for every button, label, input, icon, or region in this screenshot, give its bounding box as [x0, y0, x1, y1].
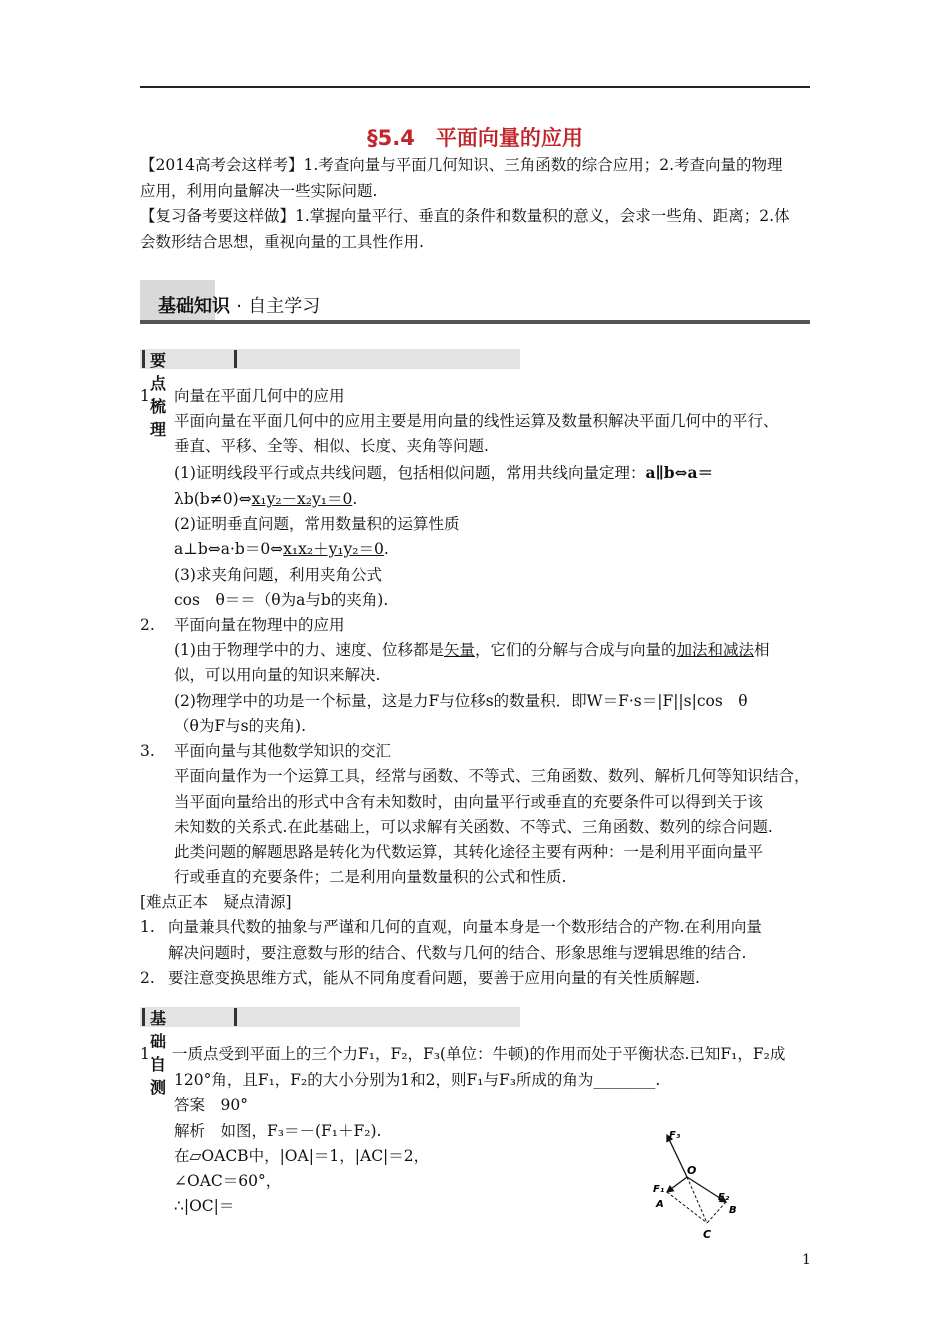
paragraph: 平面向量在平面几何中的应用主要是用向量的线性运算及数量积解决平面几何中的平行、: [174, 412, 779, 430]
exam-line-2: 应用，利用向量解决一些实际问题.: [140, 182, 378, 200]
paragraph: cos θ＝＝（θ为a与b的夹角).: [174, 591, 389, 609]
difficulty-item-1: 1. 向量兼具代数的抽象与严谨和几何的直观，向量本身是一个数形结合的产物.在利用向量: [140, 918, 762, 936]
item-2-title: 2. 平面向量在物理中的应用: [140, 616, 345, 634]
difficulty-header: [难点正本 疑点清源]: [140, 893, 292, 911]
review-line-1: 【复习备考要这样做】1.掌握向量平行、垂直的条件和数量积的意义，会求一些角、距离；2.体: [140, 207, 790, 225]
paragraph: 垂直、平移、全等、相似、长度、夹角等问题.: [174, 437, 489, 455]
paragraph: 解决问题时，要注意数与形的结合、代数与几何的结合、形象思维与逻辑思维的结合.: [168, 944, 747, 962]
paragraph: 似，可以用向量的知识来解决.: [174, 666, 381, 684]
vector-f3: [667, 1135, 687, 1177]
paragraph: 平面向量作为一个运算工具，经常与函数、不等式、三角函数、数列、解析几何等知识结合，: [174, 767, 810, 785]
label-f2: F₂: [718, 1192, 730, 1203]
item-1-title: 1. 向量在平面几何中的应用: [140, 387, 345, 405]
top-rule: [140, 86, 810, 88]
side-bc: [707, 1202, 726, 1223]
item-3-title: 3. 平面向量与其他数学知识的交汇: [140, 742, 392, 760]
vector-f1: [667, 1177, 687, 1192]
label-b: B: [729, 1205, 737, 1216]
section-rule: [140, 320, 810, 324]
paragraph: 在▱OACB中，|OA|＝1，|AC|＝2，: [174, 1147, 430, 1165]
paragraph: （θ为F与s的夹角).: [174, 717, 307, 735]
page-title: §5.4 平面向量的应用: [367, 126, 583, 150]
paragraph: a⊥b⇔a·b＝0⇔x₁x₂＋y₁y₂＝0.: [174, 540, 389, 558]
paragraph: λb(b≠0)⇔x₁y₂－x₂y₁＝0.: [174, 490, 358, 508]
label-f1: F₁: [653, 1184, 665, 1195]
question-1: 1. 一质点受到平面上的三个力F₁，F₂，F₃(单位：牛顿)的作用而处于平衡状态.已知F₁，F₂成: [140, 1045, 786, 1063]
difficulty-item-2: 2. 要注意变换思维方式，能从不同角度看问题，要善于应用向量的有关性质解题.: [140, 969, 700, 987]
exam-tag: 【2014高考会这样考】: [140, 156, 304, 174]
paragraph: (3)求夹角问题，利用夹角公式: [174, 566, 382, 584]
label-a: A: [656, 1199, 664, 1210]
paragraph: 行或垂直的充要条件；二是利用向量数量积的公式和性质.: [174, 868, 567, 886]
force-diagram: [640, 1122, 760, 1247]
paragraph: (2)物理学中的功是一个标量，这是力F与位移s的数量积．即W＝F·s＝|F||s|cos θ: [174, 692, 748, 710]
answer: 答案 90°: [174, 1096, 248, 1114]
paragraph: 当平面向量给出的形式中含有未知数时，由向量平行或垂直的充要条件可以得到关于该: [174, 793, 764, 811]
review-line-2: 会数形结合思想，重视向量的工具性作用.: [140, 233, 424, 251]
label-c: C: [703, 1228, 712, 1241]
analysis: 解析 如图，F₃＝－(F₁＋F₂).: [174, 1122, 382, 1140]
label-o: O: [687, 1164, 697, 1177]
paragraph: (2)证明垂直问题，常用数量积的运算性质: [174, 515, 460, 533]
paragraph: ∴|OC|＝: [174, 1197, 235, 1215]
page-number: 1: [802, 1252, 811, 1268]
review-tag: 【复习备考要这样做】: [140, 207, 296, 225]
label-f3: F₃: [669, 1130, 681, 1141]
paragraph: (1)证明线段平行或点共线问题，包括相似问题，常用共线向量定理：a∥b⇔a＝: [174, 463, 714, 482]
side-ac: [667, 1192, 707, 1223]
paragraph: (1)由于物理学中的力、速度、位移都是矢量，它们的分解与合成与向量的加法和减法相: [174, 641, 770, 659]
subsection-points-label: 要点梳理: [150, 351, 167, 439]
subsection-selftest-label: 基础自测: [150, 1009, 167, 1097]
paragraph: 未知数的关系式.在此基础上，可以求解有关函数、不等式、三角函数、数列的综合问题.: [174, 818, 773, 836]
section-header: 基础知识 · 自主学习: [158, 296, 321, 317]
paragraph: 120°角，且F₁，F₂的大小分别为1和2，则F₁与F₃所成的角为________.: [174, 1071, 661, 1089]
paragraph: 此类问题的解题思路是转化为代数运算，其转化途径主要有两种：一是利用平面向量平: [174, 843, 764, 861]
exam-line-1: 【2014高考会这样考】1.考查向量与平面几何知识、三角函数的综合应用；2.考查向量的物理: [140, 156, 783, 174]
paragraph: ∠OAC＝60°，: [174, 1172, 282, 1190]
